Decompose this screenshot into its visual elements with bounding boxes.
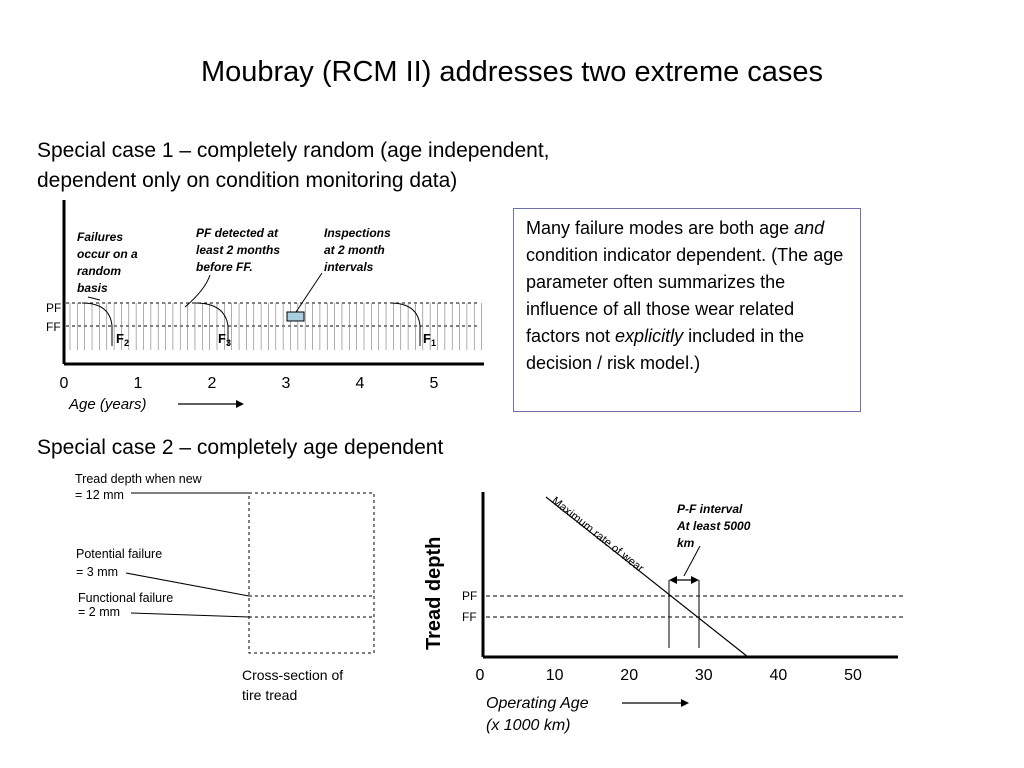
case2-heading: Special case 2 – completely age dependent [37,436,444,459]
note-text-explicitly: explicitly [615,326,684,346]
case1-tick-label: 4 [355,375,365,392]
case1-tick-label: 3 [281,375,291,392]
potential-failure-label: Potential failure = 3 mm [76,547,163,579]
note-text-1: Many failure modes are both age [526,218,795,238]
chart2-arrowhead [681,699,689,707]
case1-ff-label: FF [46,320,61,334]
chart2-tick-label: 40 [769,667,788,684]
case1-tick-label: 0 [59,375,69,392]
case1-heading-line2: dependent only on condition monitoring data) [37,169,458,192]
annotation-failures-random: Failures occur on a random basis [77,230,138,295]
note-text-2: condition indicator dependent. (The age parameter often summarizes the influence of all those wear related factors not [526,245,844,346]
cross-section-label: Cross-section of tire tread [242,667,344,703]
note-text-3: included in the decision / risk model.) [526,326,805,373]
chart2-ff-label: FF [462,610,477,624]
case1-heading-line1: Special case 1 – completely random (age independent, [37,139,550,162]
failure-label-f3: $F_3$ [218,331,231,348]
callout-pf-interval [684,546,700,576]
failure-label-f1: $F_1$ [423,331,436,348]
tread-new-label: Tread depth when new = 12 mm [75,472,202,502]
chart2-ylabel: Tread depth [423,536,445,650]
chart2-xlabel: Operating Age (x 1000 km) [486,695,589,734]
pf-interval-arrowhead-left [669,576,677,584]
chart2-tick-label: 30 [694,667,713,684]
chart2-tick-label: 0 [475,667,485,684]
failure-label-f2: $F_2$ [116,331,129,348]
chart2-tick-label: 50 [844,667,862,684]
case1-tick-label: 5 [429,375,439,392]
note-text-and: and [794,218,825,238]
chart2-tick-label: 20 [620,667,639,684]
case1-xlabel: Age (years) [69,396,147,413]
functional-failure-label: Functional failure = 2 mm [78,591,174,619]
chart2-pf-label: PF [462,589,478,603]
page-title: Moubray (RCM II) addresses two extreme cases [200,56,824,88]
annotation-inspections: Inspections at 2 month intervals [324,226,391,274]
chart2-x-ticks [476,667,862,684]
max-wear-label: Maximum rate of wear [549,494,646,576]
case1-pf-label: PF [46,301,62,315]
pf-interval-label: P-F interval At least 5000 km [677,502,751,550]
annotation-pf-detected: PF detected at least 2 months before FF. [196,226,281,274]
pf-interval-arrowhead-right [691,576,699,584]
chart2-tick-label: 10 [545,667,564,684]
case1-tick-label: 2 [207,375,217,392]
case1-tick-label: 1 [133,375,143,392]
